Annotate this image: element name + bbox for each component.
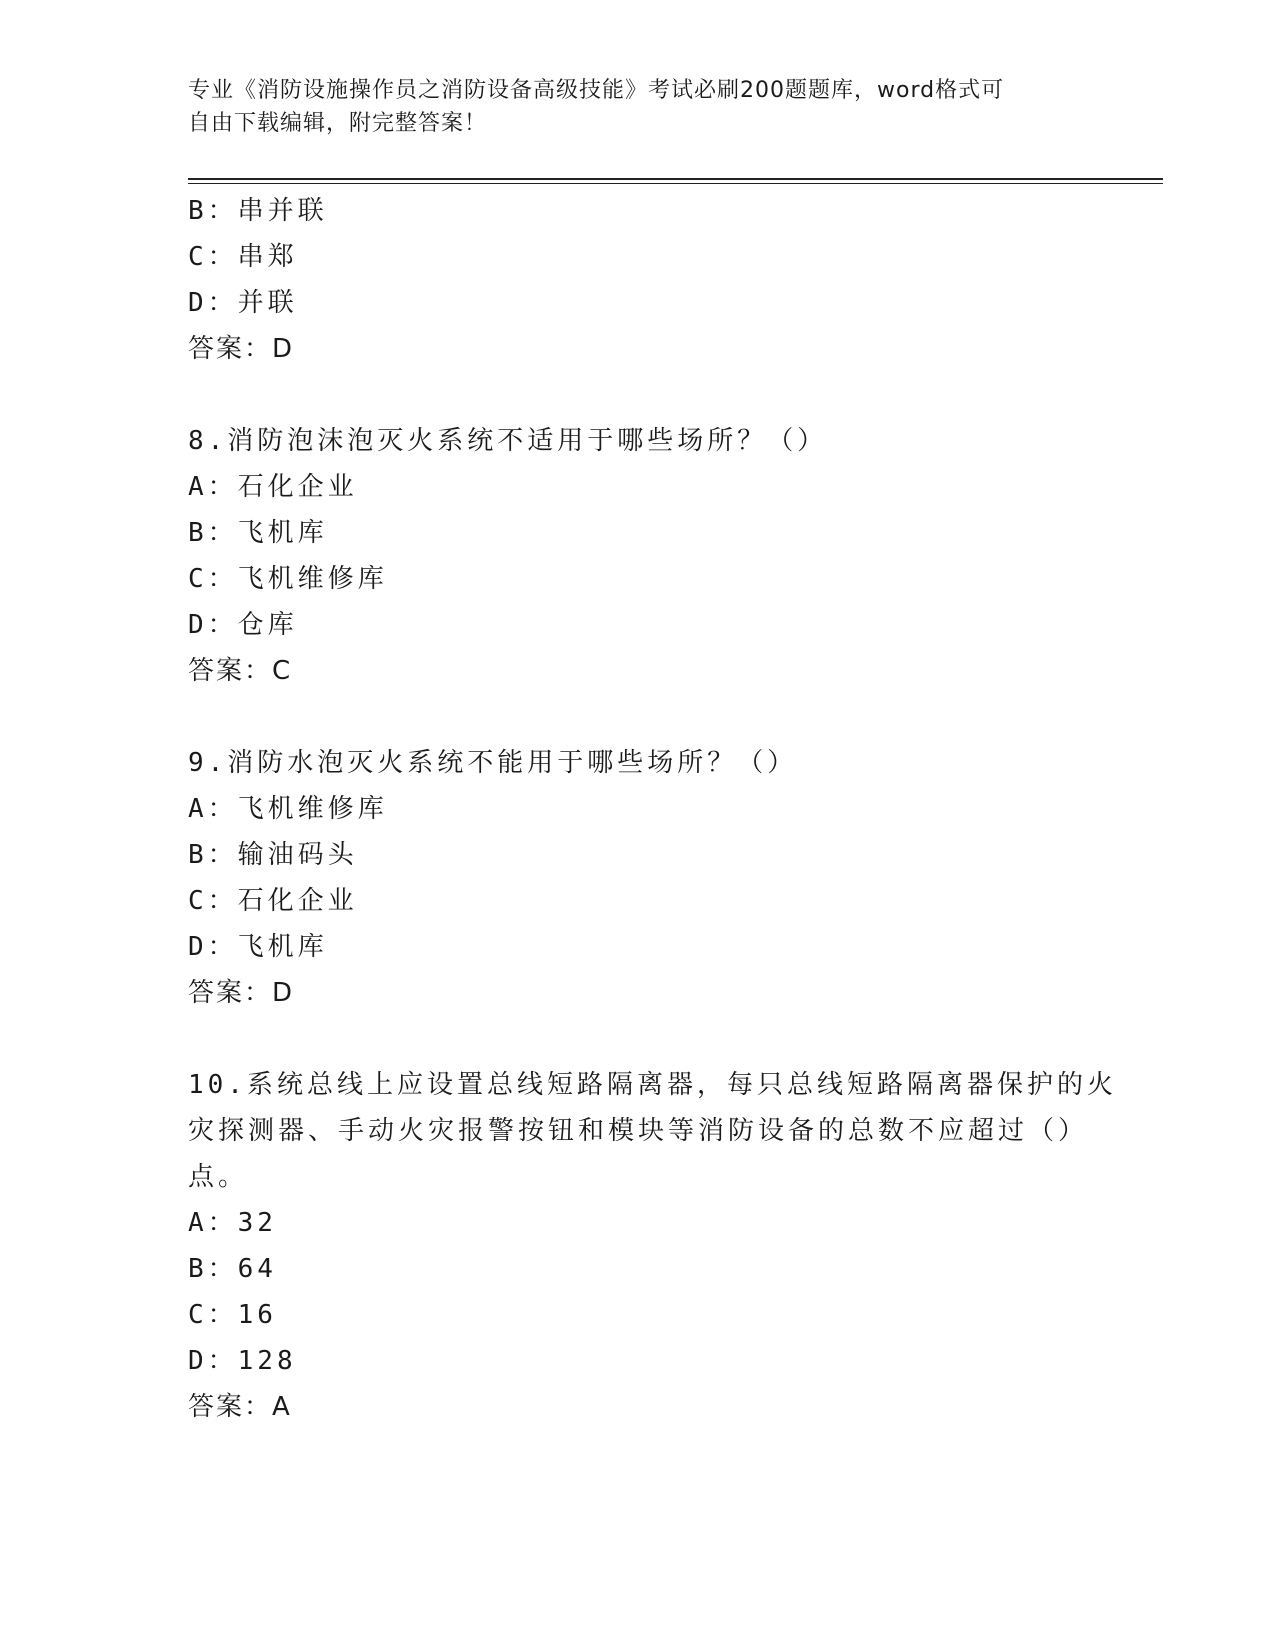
option-b: B：输油码头 xyxy=(188,840,358,870)
header-divider xyxy=(188,178,1163,184)
prev-question xyxy=(188,188,1088,372)
option-b: B：串并联 xyxy=(188,196,328,226)
option-b: B：飞机库 xyxy=(188,518,328,548)
question-list xyxy=(188,188,1117,1430)
answer-label: 答案：D xyxy=(188,334,295,364)
option-c: C：串郑 xyxy=(188,242,298,272)
spacer xyxy=(188,372,1088,418)
header-line-2: 自由下载编辑，附完整答案！ xyxy=(188,111,488,136)
question-10 xyxy=(188,1062,1117,1430)
question-text: 8.消防泡沫泡灭火系统不适用于哪些场所？（） xyxy=(188,426,828,456)
question-text-line-3: 点。 xyxy=(188,1162,249,1192)
header-line-1: 专业《消防设施操作员之消防设备高级技能》考试必刷200题题库，word格式可 xyxy=(188,78,1005,103)
document-header xyxy=(188,74,1088,140)
question-text-line-2: 灾探测器、手动火灾报警按钮和模块等消防设备的总数不应超过（） xyxy=(188,1116,1089,1146)
option-c: C：石化企业 xyxy=(188,886,358,916)
option-a: A：石化企业 xyxy=(188,472,358,502)
answer-label: 答案：A xyxy=(188,1392,292,1422)
option-d: D：飞机库 xyxy=(188,932,328,962)
option-c: C：飞机维修库 xyxy=(188,564,388,594)
question-9 xyxy=(188,740,1088,1016)
option-a: A：飞机维修库 xyxy=(188,794,388,824)
question-text-line-1: 10.系统总线上应设置总线短路隔离器，每只总线短路隔离器保护的火 xyxy=(188,1070,1117,1100)
option-d: D：仓库 xyxy=(188,610,298,640)
question-text: 9.消防水泡灭火系统不能用于哪些场所？（） xyxy=(188,748,798,778)
option-a: A：32 xyxy=(188,1208,277,1238)
question-8 xyxy=(188,418,1088,694)
answer-label: 答案：C xyxy=(188,656,293,686)
option-d: D：128 xyxy=(188,1346,297,1376)
spacer xyxy=(188,694,1088,740)
spacer xyxy=(188,1016,1088,1062)
option-b: B：64 xyxy=(188,1254,277,1284)
option-c: C：16 xyxy=(188,1300,277,1330)
option-d: D：并联 xyxy=(188,288,298,318)
answer-label: 答案：D xyxy=(188,978,295,1008)
